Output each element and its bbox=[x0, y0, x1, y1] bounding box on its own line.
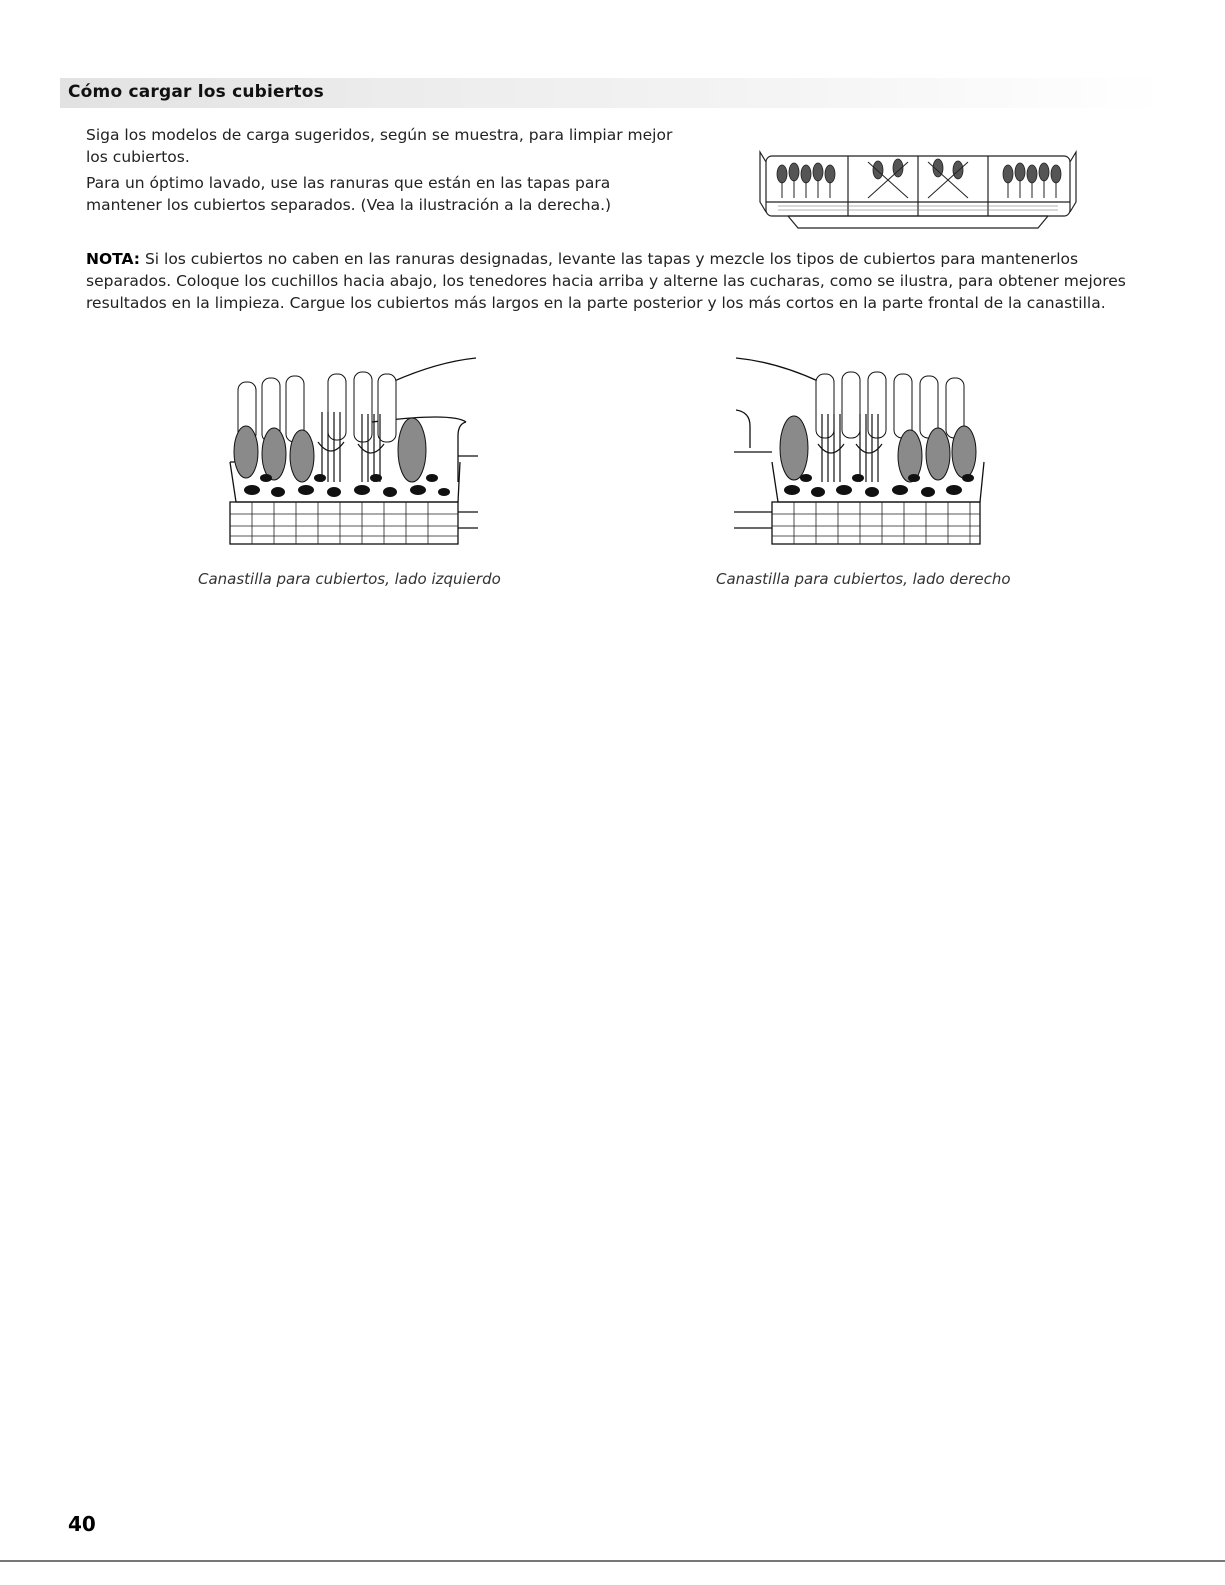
page-number: 40 bbox=[68, 1512, 96, 1536]
section-title: Cómo cargar los cubiertos bbox=[68, 82, 324, 102]
intro-paragraph-2: Para un óptimo lavado, use las ranuras que están en las tapas para mantener los cubiertos separados. (Vea la ilustración a la derecha.) bbox=[86, 174, 612, 214]
section-header bbox=[60, 78, 1165, 108]
silverware-basket-right-illustration bbox=[732, 352, 992, 562]
silverware-basket-left-illustration bbox=[222, 352, 482, 562]
bottom-rule bbox=[0, 1560, 1225, 1562]
silverware-basket-overview-illustration bbox=[758, 132, 1078, 232]
note-text: Si los cubiertos no caben en las ranuras designadas, levante las tapas y mezcle los tipos de cubiertos para mantenerlos separados. Coloque los cuchillos hacia abajo, los tenedores hacia arriba y alterne las cucharas, como se ilustra, para obtener mejores resultados en la limpieza. Cargue los cubiertos más largos en la parte posterior y los más cortos en la parte frontal de la canastilla. bbox=[86, 250, 1126, 312]
caption-left-basket: Canastilla para cubiertos, lado izquierdo bbox=[198, 570, 501, 588]
caption-right-basket: Canastilla para cubiertos, lado derecho bbox=[716, 570, 1011, 588]
note-paragraph bbox=[86, 248, 1126, 314]
intro-paragraph-1: Siga los modelos de carga sugeridos, según se muestra, para limpiar mejor los cubiertos. bbox=[86, 126, 673, 166]
note-label: NOTA: bbox=[86, 250, 141, 268]
